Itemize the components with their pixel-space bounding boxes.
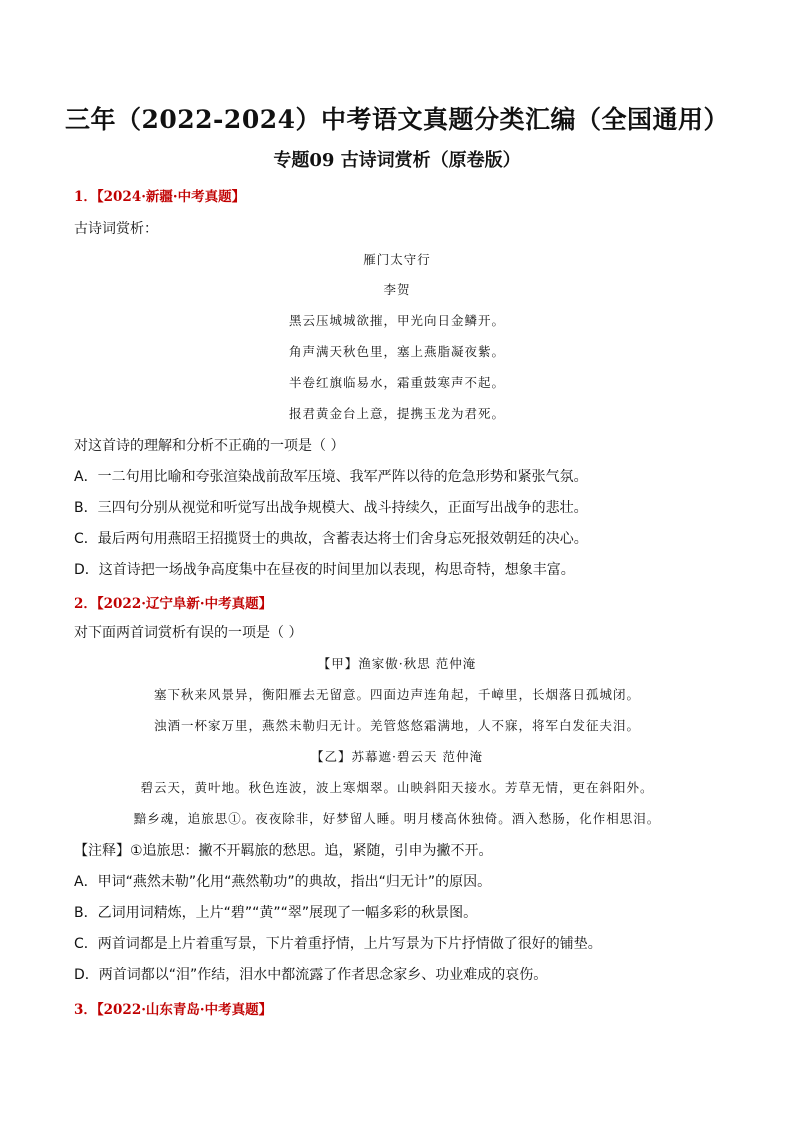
poem-b-line: 黯乡魂，追旅思①。夜夜除非，好梦留人睡。明月楼高休独倚。酒入愁肠，化作相思泪。 bbox=[133, 811, 661, 826]
question-3-heading: 3．【2022·山东青岛·中考真题】 bbox=[74, 1002, 273, 1018]
question-1-stem: 对这首诗的理解和分析不正确的一项是（ ） bbox=[74, 438, 345, 454]
option-c: C．最后两句用燕昭王招揽贤士的典故，含蓄表达将士们舍身忘死报效朝廷的决心。 bbox=[74, 531, 588, 547]
question-1-intro: 古诗词赏析： bbox=[74, 221, 158, 237]
option-b: B．三四句分别从视觉和听觉写出战争规模大、战斗持续久，正面写出战争的悲壮。 bbox=[74, 500, 588, 516]
page-subtitle: 专题09 古诗词赏析（原卷版） bbox=[273, 150, 521, 171]
option-a: A．甲词“燕然未勒”化用“燕然勒功”的典故，指出“归无计”的原因。 bbox=[74, 874, 492, 890]
poem-a-title: 【甲】渔家傲·秋思 范仲淹 bbox=[317, 656, 477, 671]
question-2-stem: 对下面两首词赏析有误的一项是（ ） bbox=[74, 625, 303, 641]
poem-line: 半卷红旗临易水，霜重鼓寒声不起。 bbox=[288, 375, 505, 390]
poem-a-line: 浊酒一杯家万里，燕然未勒归无计。羌管悠悠霜满地，人不寐，将军白发征夫泪。 bbox=[153, 718, 640, 733]
option-d: D．两首词都以“泪”作结，泪水中都流露了作者思念家乡、功业难成的哀伤。 bbox=[74, 967, 548, 983]
annotation-note: 【注释】①追旅思：撇不开羁旅的愁思。追，紧随，引申为撇不开。 bbox=[74, 843, 493, 859]
question-1-heading: 1．【2024·新疆·中考真题】 bbox=[74, 189, 246, 205]
poem-line: 角声满天秋色里，塞上燕脂凝夜紫。 bbox=[288, 344, 505, 359]
poem-b-title: 【乙】苏幕遮·碧云天 范仲淹 bbox=[311, 749, 483, 764]
option-b: B．乙词用词精炼，上片“碧”“黄”“翠”展现了一幅多彩的秋景图。 bbox=[74, 905, 478, 921]
question-2-heading: 2．【2022·辽宁阜新·中考真题】 bbox=[74, 596, 273, 612]
option-d: D．这首诗把一场战争高度集中在昼夜的时间里加以表现，构思奇特，想象丰富。 bbox=[74, 562, 575, 578]
poem-line: 黑云压城城欲摧，甲光向日金鳞开。 bbox=[288, 313, 505, 328]
poem-line: 报君黄金台上意，提携玉龙为君死。 bbox=[288, 406, 505, 421]
poem-title: 雁门太守行 bbox=[363, 252, 431, 267]
option-c: C．两首词都是上片着重写景，下片着重抒情，上片写景为下片抒情做了很好的铺垫。 bbox=[74, 936, 602, 952]
option-a: A．一二句用比喻和夸张渲染战前敌军压境、我军严阵以待的危急形势和紧张气氛。 bbox=[74, 469, 588, 485]
page-title: 三年（2022-2024）中考语文真题分类汇编（全国通用） bbox=[64, 105, 730, 134]
poem-a-line: 塞下秋来风景异，衡阳雁去无留意。四面边声连角起，千嶂里，长烟落日孤城闭。 bbox=[153, 687, 640, 702]
poem-author: 李贺 bbox=[383, 282, 411, 297]
poem-b-line: 碧云天，黄叶地。秋色连波，波上寒烟翠。山映斜阳天接水。芳草无情，更在斜阳外。 bbox=[140, 780, 654, 795]
